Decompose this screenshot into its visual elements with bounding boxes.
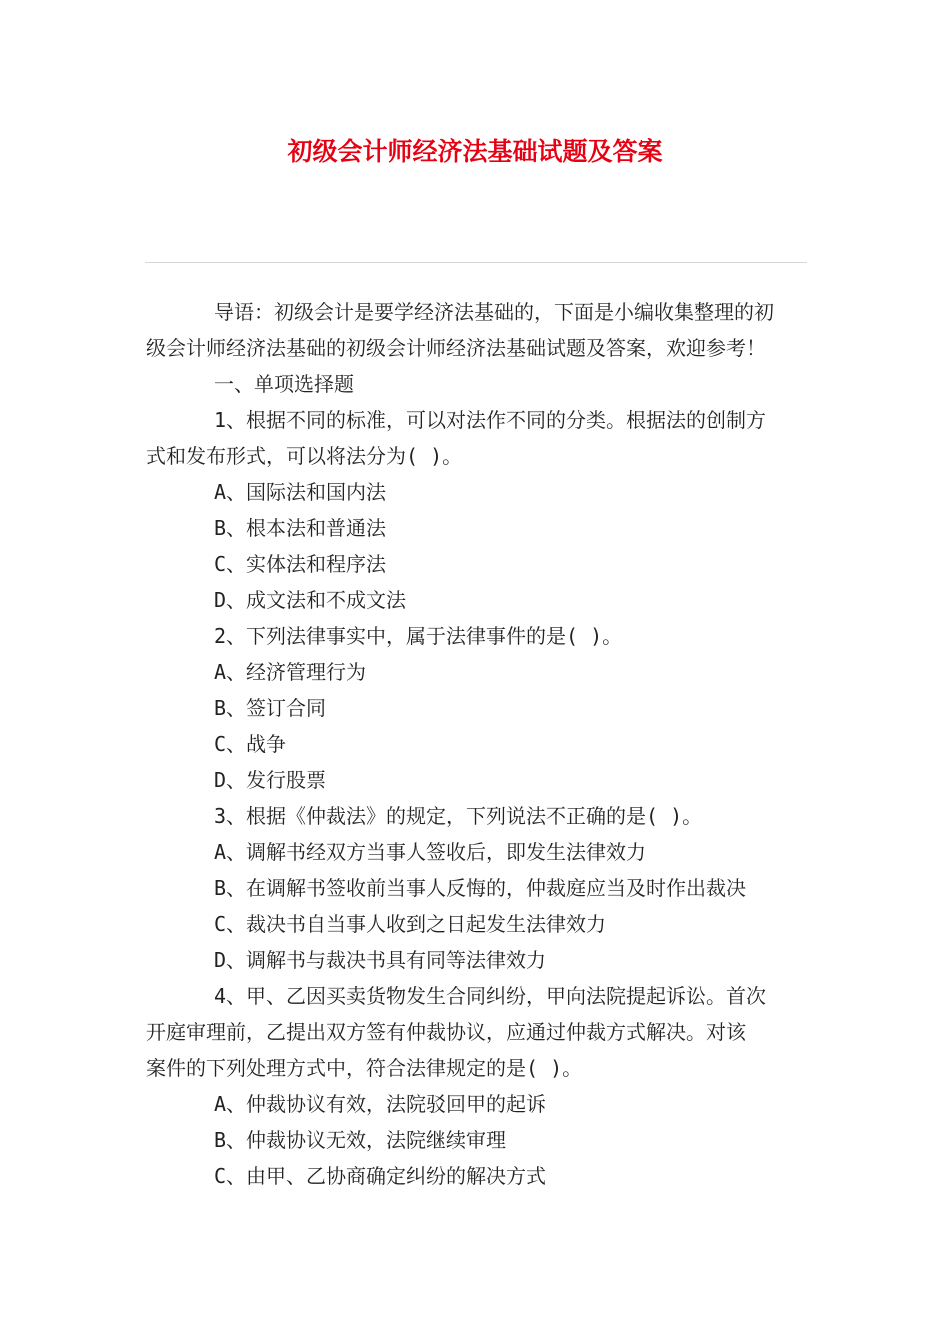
question-2-option-b: B、签订合同 xyxy=(214,696,327,720)
question-1-stem-cont: 式和发布形式，可以将法分为( )。 xyxy=(146,444,463,468)
question-4-option-b: B、仲裁协议无效，法院继续审理 xyxy=(214,1128,507,1152)
question-1-stem: 1、根据不同的标准，可以对法作不同的分类。根据法的创制方 xyxy=(214,408,767,432)
question-2-option-a: A、经济管理行为 xyxy=(214,660,367,684)
question-4-stem-cont: 开庭审理前，乙提出双方签有仲裁协议，应通过仲裁方式解决。对该 xyxy=(146,1020,746,1044)
question-4-stem-cont2: 案件的下列处理方式中，符合法律规定的是( )。 xyxy=(146,1056,583,1080)
question-3-stem: 3、根据《仲裁法》的规定，下列说法不正确的是( )。 xyxy=(214,804,703,828)
question-3-option-b: B、在调解书签收前当事人反悔的，仲裁庭应当及时作出裁决 xyxy=(214,876,747,900)
question-2-option-d: D、发行股票 xyxy=(214,768,327,792)
question-3-option-a: A、调解书经双方当事人签收后，即发生法律效力 xyxy=(214,840,647,864)
document-title: 初级会计师经济法基础试题及答案 xyxy=(287,137,663,166)
question-1-option-c: C、实体法和程序法 xyxy=(214,552,387,576)
intro-paragraph-line2: 级会计师经济法基础的初级会计师经济法基础试题及答案，欢迎参考！ xyxy=(146,336,766,360)
question-2-option-c: C、战争 xyxy=(214,732,287,756)
question-3-option-d: D、调解书与裁决书具有同等法律效力 xyxy=(214,948,547,972)
question-2-stem: 2、下列法律事实中，属于法律事件的是( )。 xyxy=(214,624,623,648)
question-4-option-c: C、由甲、乙协商确定纠纷的解决方式 xyxy=(214,1164,547,1188)
question-1-option-b: B、根本法和普通法 xyxy=(214,516,387,540)
question-1-option-d: D、成文法和不成文法 xyxy=(214,588,407,612)
intro-paragraph-line1: 导语：初级会计是要学经济法基础的，下面是小编收集整理的初 xyxy=(214,300,774,324)
question-3-option-c: C、裁决书自当事人收到之日起发生法律效力 xyxy=(214,912,607,936)
title-divider xyxy=(145,262,807,263)
document-body xyxy=(146,294,814,1194)
section-heading: 一、单项选择题 xyxy=(214,372,354,396)
question-4-option-a: A、仲裁协议有效，法院驳回甲的起诉 xyxy=(214,1092,547,1116)
question-1-option-a: A、国际法和国内法 xyxy=(214,480,387,504)
question-4-stem: 4、甲、乙因买卖货物发生合同纠纷，甲向法院提起诉讼。首次 xyxy=(214,984,767,1008)
